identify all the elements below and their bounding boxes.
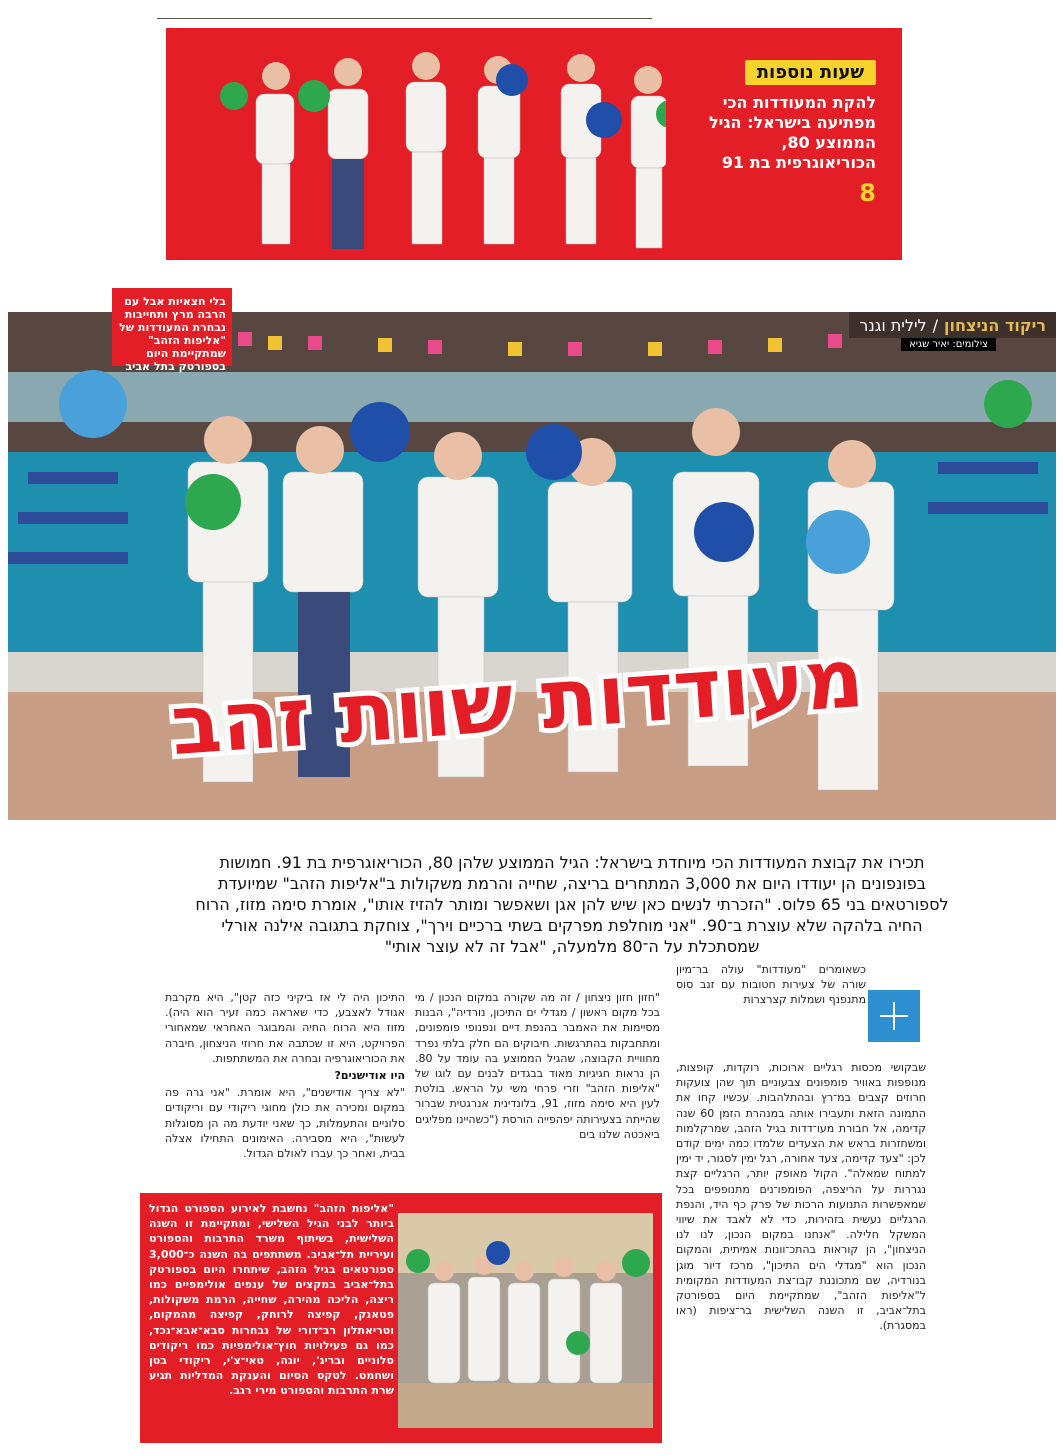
body-paragraph: "לא צריך אודישנים", היא אומרת. "אני גרה פה במקום ומכירה את כולן מחוגי ריקודי עם וריקודים סלוניים והתעמלות, כך שאני יודעת מה הן מסוגלות לעשות", היא מסבירה. האימונים התחילו אצלה בבית, ואחר כך עברו לאולם הגדול. <box>165 1086 405 1161</box>
teaser-kicker: שעות נוספות <box>745 60 876 85</box>
headline-graphic <box>118 630 918 775</box>
headline <box>118 630 918 775</box>
section-label: ריקוד הניצחון <box>944 315 1046 335</box>
author-name: לילית וגנר <box>859 315 927 335</box>
body-paragraph: שבקושי מכסות רגליים ארוכות, רוקדות, קופצות, מנופפות באוויר פומפונים צבעוניים תוך שהן צועקות חרוזים קצבים במ־רץ ובהתלהבות. עכשיו קחו את התמונה הזאת ותעבירו אותה במנהרת הזמן 60 שנה קדימה, אל חבורת מעו־דדות בגיל הזהב, שמרקלמות ומשחזרות בראש את הצעדים שלמדו כמה ימים קודם לכן: "צעד קדימה, צעד אחורה, רגל ימין לסגור, יד ימין למתוח שמאלה". הקול מאופק יותר, הרגליים קצת נגררות על הריצפה, הפומפו־נים מתנופפים בכל שמאפשרות התנועות הרכות של פרק כף היד, והנפת הרגליים נעשית בזהירות, כדי לא לאבד את שיווי המשקל חלילה. "אנחנו במקום הנכון, לנו לנו הניצחון", הן קוראות בהתכ־וונות אמיתית, והמקום הנכון הוא "מגדלי הים התיכון", מרכז דיור מוגן בנורדיה, שם מתכוננת קבו־צת המעודדות המקומית ל"אליפות הזהב", שמתקיימת היום בספורטק בתל־אביב, זו השנה השלישית בר־ציפות (ראו במסגרת). <box>676 1061 926 1333</box>
teaser-banner[interactable] <box>166 28 902 260</box>
teaser-text: להקת המעודדות הכי מפתיעה בישראל: הגיל הממוצע 80, הכוריאוגרפית בת 91 <box>708 93 876 172</box>
plus-icon <box>868 990 920 1042</box>
sidebar-box <box>140 1193 662 1443</box>
body-paragraph: "חזון חזון ניצחון / זה מה שקורה במקום הנכון / מי בכל מקום ראשון / מגדלי ים התיכון, נורדיה", הבנות מסיימות את האמבר בהנפת דיים ונפנופי פומפונים, ומתחבקות בהתרגשות. חיבוקים הם חלק בלתי נפרד מחוויית הקבוצה, שהגיל הממוצע בה עומד על 80. הן נראות חגיגיות מאוד בבגדים לבנים עם לוגו של "אליפות הזהב" וזרי פרחי משי על הראש. בולטת לעין היא סימה מזוז, 91, בלונדינית אנרגטית שברור שהייתה בצעירותה יפהפייה הורסת ("כשהיינו מפליגים ביאכטה שלנו בים <box>415 991 661 1141</box>
headline-text: מעודדות שוות זהב <box>168 630 867 775</box>
byline-bar <box>849 312 1056 338</box>
body-column-2 <box>415 990 660 1144</box>
article-lede: תכירו את קבוצת המעודדות הכי מיוחדת בישראל: הגיל הממוצע שלהן 80, הכוריאוגרפית בת 91. חמושות בפונפונים הן יעודדו היום את 3,000 המתחרים בריצה, שחייה והרמת משקולות ב"אליפות הזהב" שמיועדת לספורטאים בני 65 פלוס. "הזכרתי לנשים כאן שיש להן אגן ושאפשר ומותר להזיז אותו", אומרת סימה מזוז, הרוח החיה בלהקה שלא עוצרת ב־90. "אני מוחלפת מפרקים בשתי ברכיים וירך", צוחקת בתגובה אילנה אורלי שמסתכלת על ה־80 מלמעלה, "אבל זה לא עוצר אותי" <box>195 853 949 956</box>
body-paragraph: התיכון היה לי אז ביקיני כזה קטן", היא מקרבת אגודל לאצבע, כדי שאראה כמה זעיר הוא היה). מזוז היא הרוח החיה והמבוגר האחראי שמאחורי הפרויקט, היא זו שכתבה את חרוזי הניצחון, חיברה את הכוריאוגרפיה ובחרה את המשתתפות. <box>165 991 405 1065</box>
sidebar-photo <box>398 1213 653 1428</box>
body-column-1 <box>676 1060 926 1336</box>
body-column-3 <box>165 990 405 1163</box>
teaser-cheerleaders-photo <box>216 34 666 260</box>
top-rule <box>157 18 652 19</box>
subheading: היו אודישנים? <box>334 1069 405 1083</box>
sidebar-text: "אליפות הזהב" נחשבת לאירוע הספורט הגדול ביותר לבני הגיל השלישי, ומתקיימת זו השנה השלישית, בשיתוף משרד התרבות והספורט ועיריית תל־אביב. משתתפים בה השנה כ־3,000 ספורטאים בגיל הזהב, שיתחרו היום בספורטק בתל־אביב במקצים של ענפים אולימפיים כמו ריצה, הליכה מהירה, שחייה, הרמת משקולות, פטאנק, קפיצה לרוחק, קפיצה מהמקום, וטריאתלון רב־דורי של נבחרות סבא־אבא־נכד, כמו גם פעילויות חוץ־אולימפיות כמו ריקודים סלוניים ובריג', יוגה, טאי־צ'י, ריקודי בטן ושחמט. לטקס הסיום והענקת המדליות תגיע שרת התרבות והספורט מירי רגב. <box>149 1202 394 1398</box>
body-paragraph: כשאומרים "מעודדות" עולה בר־מיון שורה של צעירות חטובות עם זנב סוס מתנפנף ושמלות קצרצרות <box>676 963 866 1007</box>
photo-credit: צילומים: יאיר שגיא <box>901 338 996 351</box>
body-column-1-top <box>676 962 866 1010</box>
photo-caption: בלי חצאיות אבל עם הרבה מרץ ותחייבות נבחרת המעודדות של "אליפות הזהב" שמתקיימת היום בספורטק בתל אביב <box>112 288 232 366</box>
teaser-panel <box>706 60 876 207</box>
byline-separator: / <box>932 315 939 335</box>
teaser-page-number: 8 <box>859 179 876 207</box>
